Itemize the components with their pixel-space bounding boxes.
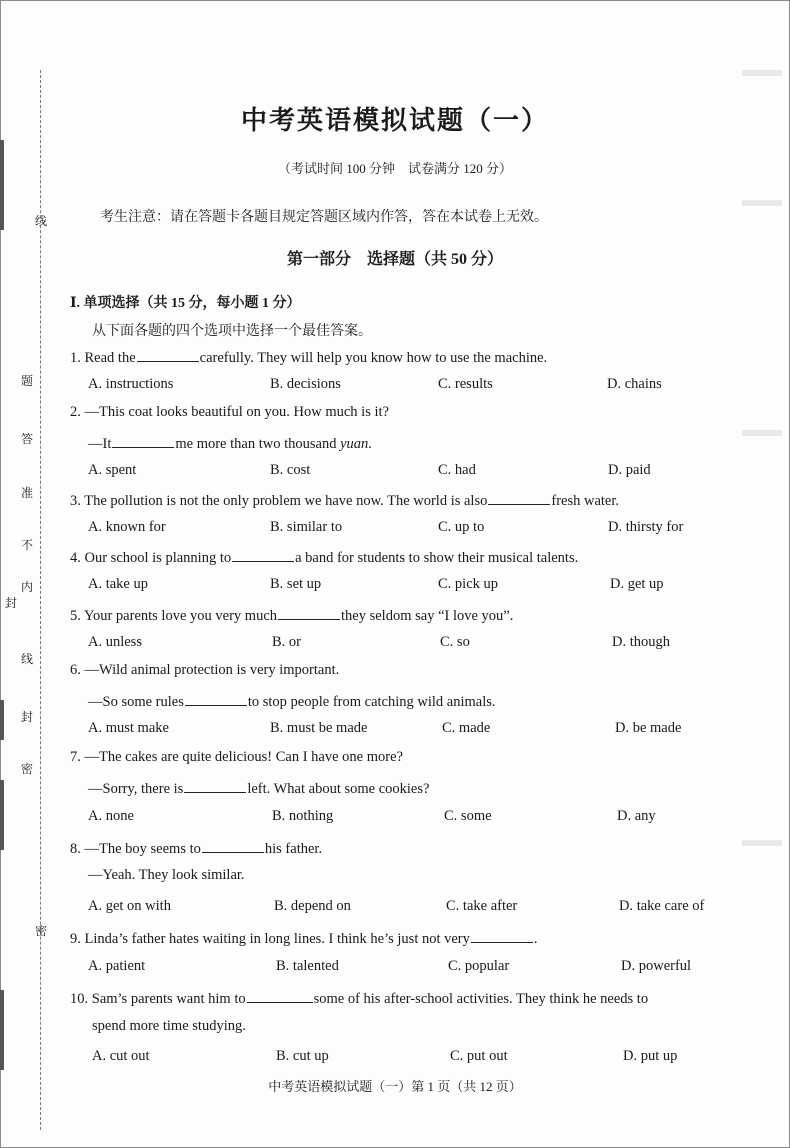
option: C. so: [440, 634, 470, 650]
option: D. thirsty for: [608, 519, 684, 535]
option: C. popular: [448, 958, 510, 974]
question-5: 5. Your parents love you very much they seldom say “I love you”.: [70, 605, 513, 625]
binding-char: 密: [20, 762, 33, 776]
option: B. set up: [270, 576, 322, 592]
question-4: 4. Our school is planning to a band for students to show their musical talents.: [70, 547, 578, 567]
option: A. spent: [88, 462, 137, 478]
answer-blank: [247, 988, 313, 1003]
question-2: 2. —This coat looks beautiful on you. How much is it?: [70, 404, 389, 420]
candidate-notice: 考生注意：请在答题卡各题目规定答题区域内作答，答在本试卷上无效。: [100, 210, 548, 225]
exam-info: （考试时间 100 分钟 试卷满分 120 分）: [277, 161, 512, 176]
show-through: [742, 840, 782, 846]
binding-margin: [0, 60, 56, 1140]
option: D. take care of: [619, 898, 705, 914]
edge-fragment: [0, 780, 4, 850]
binding-char: 封: [4, 596, 17, 610]
answer-blank: [184, 778, 246, 793]
part-heading: 第一部分 选择题（共 50 分）: [286, 251, 503, 268]
question-2-line2: —It me more than two thousand yuan.: [88, 433, 372, 453]
option: B. cut up: [276, 1048, 329, 1064]
option: A. take up: [88, 576, 148, 592]
option: A. none: [88, 808, 134, 824]
answer-blank: [202, 838, 264, 853]
question-7-line2: —Sorry, there is left. What about some cookies?: [88, 778, 429, 798]
binding-char: 题: [20, 374, 33, 388]
option: A. known for: [88, 519, 166, 535]
option: D. any: [617, 808, 656, 824]
binding-char: 线: [34, 214, 47, 228]
show-through: [742, 430, 782, 436]
answer-blank: [112, 433, 174, 448]
section-heading: Ⅰ. 单项选择（共 15 分，每小题 1 分）: [70, 296, 301, 311]
option: C. put out: [450, 1048, 508, 1064]
question-3: 3. The pollution is not the only problem we have now. The world is also fresh water.: [70, 490, 619, 510]
option: D. paid: [608, 462, 651, 478]
binding-char: 内: [20, 580, 33, 594]
option: B. must be made: [270, 720, 368, 736]
question-1: 1. Read the carefully. They will help you know how to use the machine.: [70, 347, 547, 367]
question-7: 7. —The cakes are quite delicious! Can I have one more?: [70, 749, 403, 765]
option: B. nothing: [272, 808, 334, 824]
option: D. powerful: [621, 958, 692, 974]
question-10: 10. Sam’s parents want him to some of his after-school activities. They think he needs to: [70, 988, 648, 1008]
show-through: [742, 70, 782, 76]
question-10-line2: spend more time studying.: [92, 1018, 246, 1034]
question-8: 8. —The boy seems to his father.: [70, 838, 322, 858]
question-9: 9. Linda’s father hates waiting in long lines. I think he’s just not very .: [70, 928, 538, 948]
option: B. or: [272, 634, 301, 650]
show-through: [742, 200, 782, 206]
option: D. though: [612, 634, 670, 650]
option: C. up to: [438, 519, 485, 535]
option: D. chains: [607, 376, 662, 392]
option: C. some: [444, 808, 492, 824]
binding-char: 封: [20, 710, 33, 724]
binding-char: 准: [20, 486, 33, 500]
option: A. cut out: [92, 1048, 150, 1064]
binding-dashed-line: [40, 70, 41, 1130]
option: C. pick up: [438, 576, 499, 592]
answer-blank: [278, 605, 340, 620]
option: A. unless: [88, 634, 142, 650]
question-6: 6. —Wild animal protection is very important.: [70, 662, 340, 678]
question-8-line2: —Yeah. They look similar.: [88, 867, 245, 883]
option: C. results: [438, 376, 493, 392]
answer-blank: [137, 347, 199, 362]
option: C. had: [438, 462, 476, 478]
edge-fragment: [0, 990, 4, 1070]
option: B. depend on: [274, 898, 351, 914]
option: C. made: [442, 720, 491, 736]
binding-char: 线: [20, 652, 33, 666]
answer-blank: [185, 691, 247, 706]
answer-blank: [471, 928, 533, 943]
option: A. get on with: [88, 898, 171, 914]
option: D. put up: [623, 1048, 678, 1064]
option: A. must make: [88, 720, 169, 736]
binding-char: 密: [34, 924, 47, 938]
binding-char: 不: [20, 538, 33, 552]
option: D. get up: [610, 576, 664, 592]
section-direction: 从下面各题的四个选项中选择一个最佳答案。: [92, 324, 372, 339]
page-footer: 中考英语模拟试题（一）第 1 页（共 12 页）: [268, 1079, 522, 1094]
option: A. instructions: [88, 376, 174, 392]
question-6-line2: —So some rules to stop people from catching wild animals.: [88, 691, 496, 711]
option: D. be made: [615, 720, 682, 736]
page-title: 中考英语模拟试题（一）: [240, 106, 549, 135]
edge-fragment: [0, 700, 4, 740]
option: B. similar to: [270, 519, 343, 535]
answer-blank: [488, 490, 550, 505]
answer-blank: [232, 547, 294, 562]
option: B. cost: [270, 462, 311, 478]
binding-char: 答: [20, 432, 33, 446]
option: B. decisions: [270, 376, 341, 392]
edge-fragment: [0, 140, 4, 230]
option: C. take after: [446, 898, 518, 914]
option: B. talented: [276, 958, 339, 974]
option: A. patient: [88, 958, 146, 974]
